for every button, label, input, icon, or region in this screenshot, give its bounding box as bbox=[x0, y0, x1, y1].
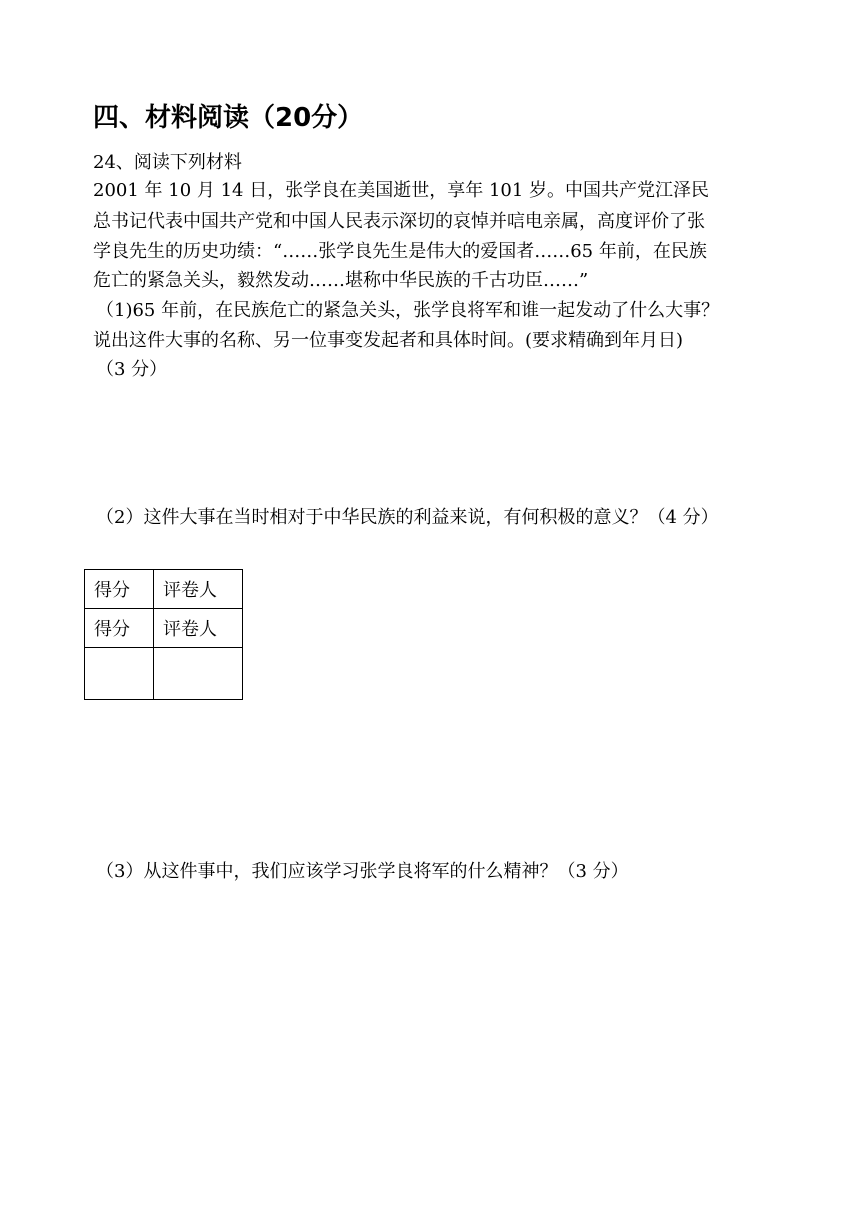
score-table-row bbox=[85, 570, 243, 609]
sub-question-1-score: （3 分） bbox=[96, 359, 168, 380]
grader-cell: 评卷人 bbox=[154, 609, 243, 648]
score-table-row bbox=[85, 648, 243, 700]
grader-entry-cell bbox=[154, 648, 243, 700]
grader-cell: 评卷人 bbox=[154, 570, 243, 609]
score-table bbox=[84, 569, 243, 700]
material-line-2: 总书记代表中国共产党和中国人民表示深切的哀悼并唁电亲属，高度评价了张 bbox=[93, 211, 705, 232]
sub-question-1-line-1: （1)65 年前，在民族危亡的紧急关头，张学良将军和谁一起发动了什么大事？ bbox=[96, 300, 720, 321]
score-cell: 得分 bbox=[85, 570, 154, 609]
material-line-3: 学良先生的历史功绩：“……张学良先生是伟大的爱国者……65 年前，在民族 bbox=[93, 241, 707, 262]
score-entry-cell bbox=[85, 648, 154, 700]
material-line-4: 危亡的紧急关头，毅然发动……堪称中华民族的千古功臣……” bbox=[93, 270, 589, 291]
section-title: 四、材料阅读（20分） bbox=[93, 103, 364, 133]
score-table-row bbox=[85, 609, 243, 648]
sub-question-1-line-2: 说出这件大事的名称、另一位事变发起者和具体时间。(要求精确到年月日) bbox=[93, 330, 684, 351]
score-cell: 得分 bbox=[85, 609, 154, 648]
material-line-1: 2001 年 10 月 14 日，张学良在美国逝世，享年 101 岁。中国共产党江泽民 bbox=[93, 180, 710, 201]
sub-question-3: （3）从这件事中，我们应该学习张学良将军的什么精神？（3 分） bbox=[96, 861, 629, 882]
question-number-line: 24、阅读下列材料 bbox=[93, 152, 242, 173]
sub-question-2: （2）这件大事在当时相对于中华民族的利益来说，有何积极的意义？（4 分） bbox=[96, 507, 719, 528]
